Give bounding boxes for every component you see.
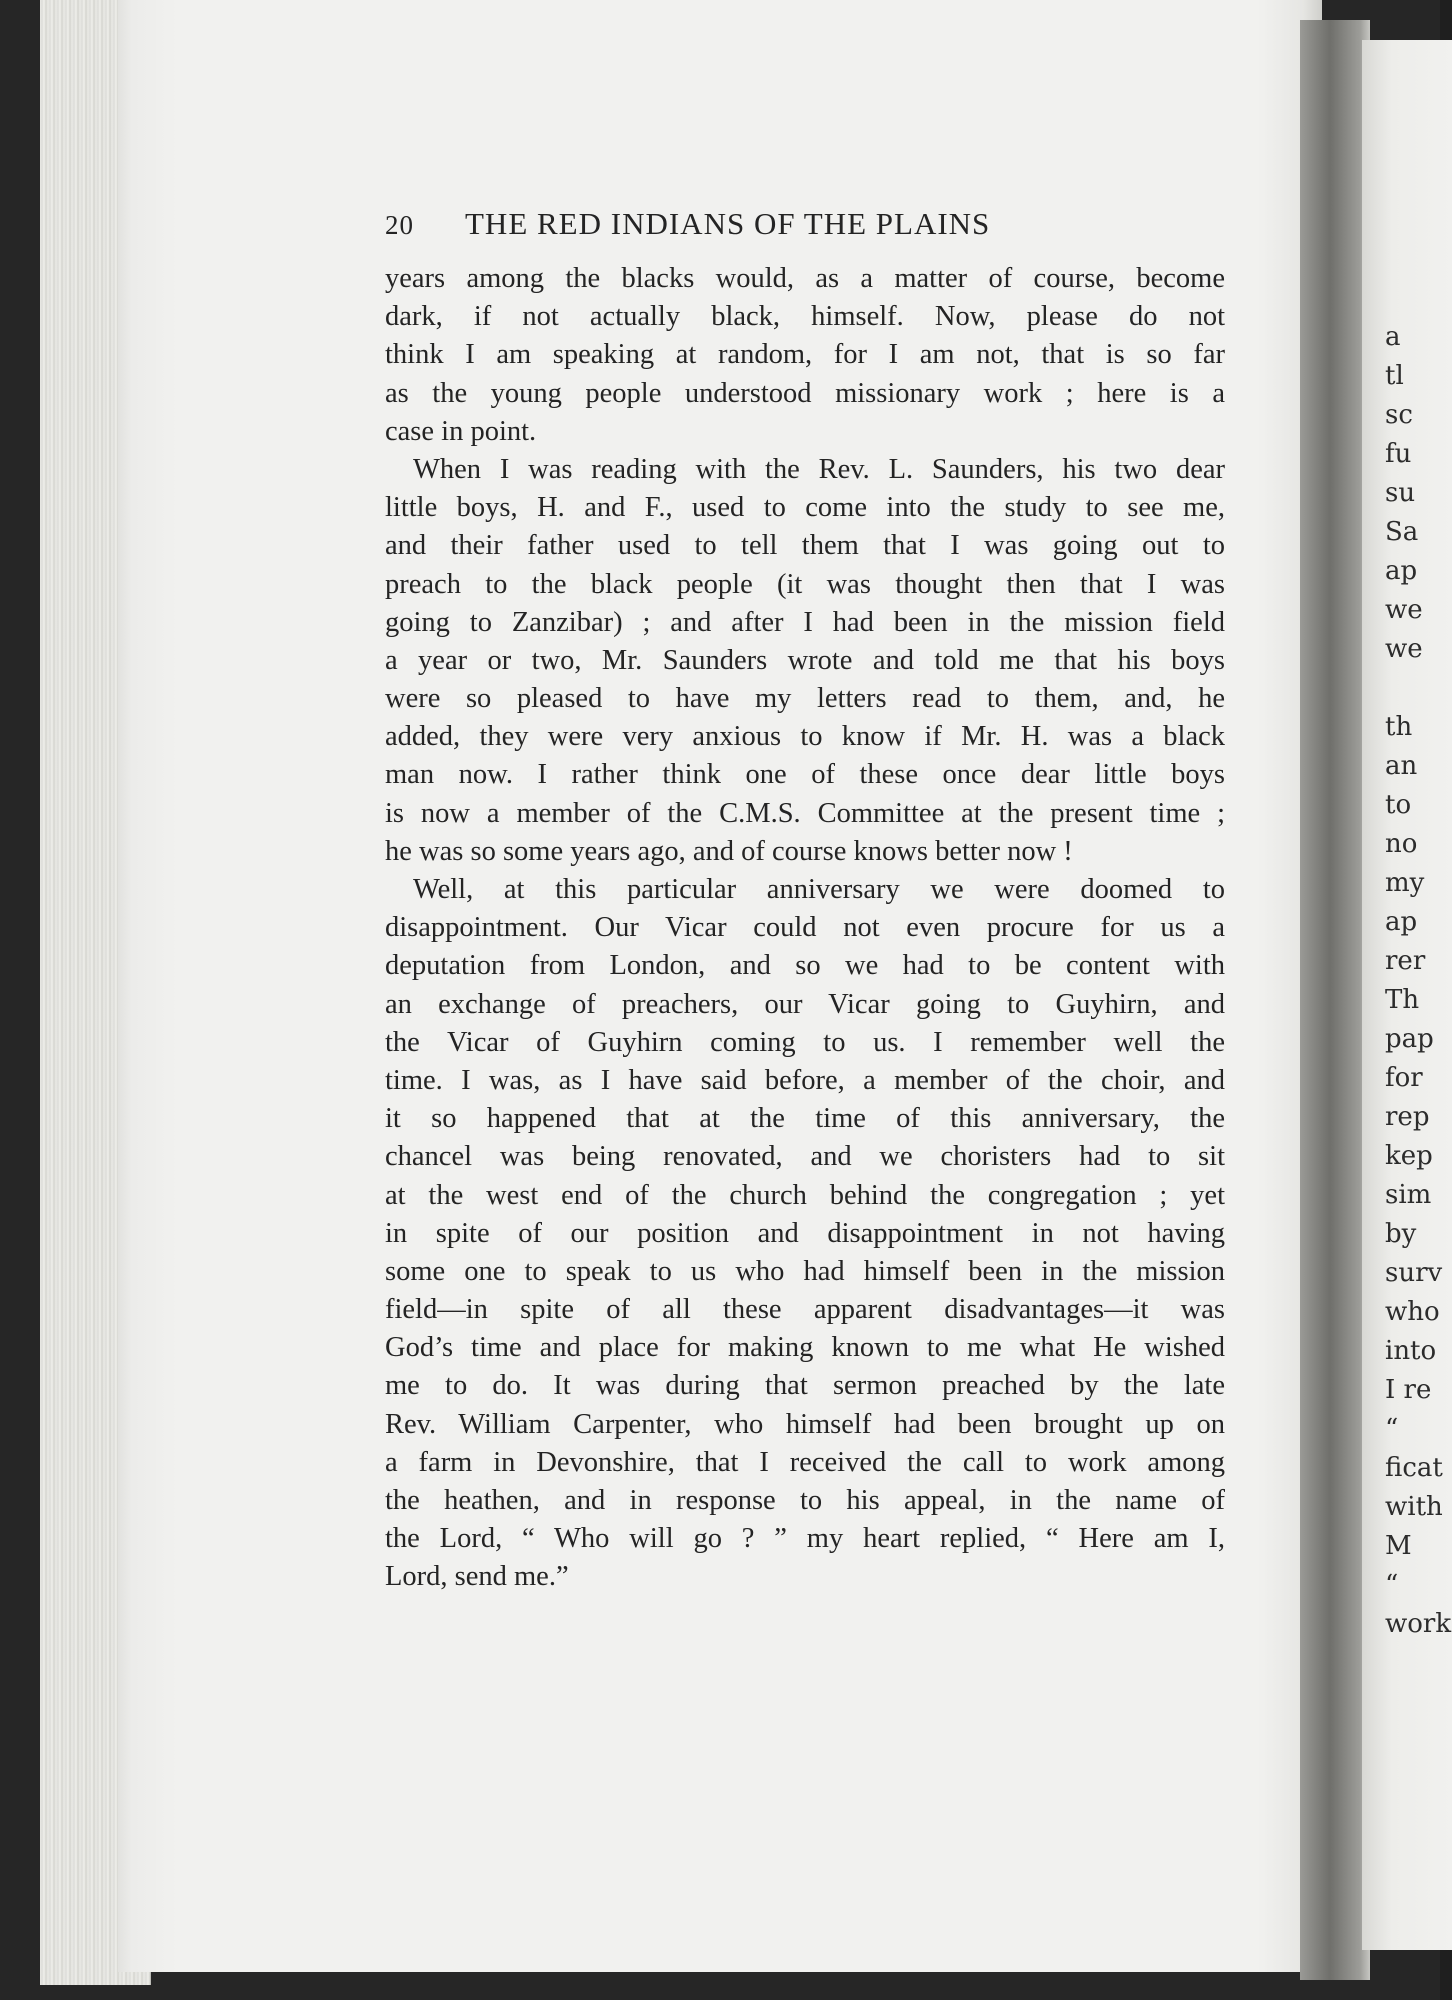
text-line: as the young people understood missionary work ; here is a <box>385 377 1225 409</box>
right-page-fragment: for <box>1385 1063 1423 1093</box>
text-line: at the west end of the church behind the congregation ; yet <box>385 1179 1225 1211</box>
text-line: is now a member of the C.M.S. Committee at the present time ; <box>385 797 1225 829</box>
right-page-fragment: M <box>1385 1531 1412 1561</box>
right-page-fragment: su <box>1385 478 1416 508</box>
body-text <box>385 260 1225 1597</box>
text-line: a year or two, Mr. Saunders wrote and told me that his boys <box>385 644 1225 676</box>
text-line: me to do. It was during that sermon preached by the late <box>385 1370 1225 1402</box>
right-page-fragment: tl <box>1385 361 1404 391</box>
text-line: deputation from London, and so we had to be content with <box>385 950 1225 982</box>
text-line: God’s time and place for making known to me what He wished <box>385 1332 1225 1364</box>
text-line: When I was reading with the Rev. L. Saunders, his two dear <box>413 453 1225 485</box>
right-page-fragment: th <box>1385 712 1413 742</box>
right-page-fragment <box>1385 669 1445 708</box>
text-line: he was so some years ago, and of course knows better now ! <box>385 835 1073 867</box>
text-line: Well, at this particular anniversary we were doomed to <box>413 874 1225 905</box>
right-page-fragment: we <box>1385 595 1423 625</box>
text-line: a farm in Devonshire, that I received the call to work among <box>385 1446 1225 1478</box>
text-line: the Vicar of Guyhirn coming to us. I remember well the <box>385 1026 1225 1058</box>
text-line: chancel was being renovated, and we choristers had to sit <box>385 1141 1225 1173</box>
page-gutter-shadow <box>1300 20 1370 1980</box>
text-line: case in point. <box>385 415 537 447</box>
right-page-fragment: ap <box>1385 556 1418 586</box>
right-page-fragment: Sa <box>1385 517 1419 547</box>
right-page-fragment: “ <box>1385 1414 1399 1444</box>
right-page-fragment: ficat <box>1385 1453 1443 1483</box>
text-line: Lord, send me.” <box>385 1561 569 1593</box>
right-page-fragment: my <box>1385 868 1425 898</box>
right-page-fragment: rep <box>1385 1102 1430 1132</box>
page-number: 20 <box>385 210 414 240</box>
right-page-fragment: “ <box>1385 1570 1399 1600</box>
text-line: little boys, H. and F., used to come into the study to see me, <box>385 492 1225 524</box>
right-page-fragment: rer <box>1385 946 1426 976</box>
right-page-fragment: surv <box>1385 1258 1443 1288</box>
right-page-fragment: by <box>1385 1219 1417 1249</box>
right-page-fragment: we <box>1385 634 1423 664</box>
running-head <box>385 200 1225 248</box>
text-line: going to Zanzibar) ; and after I had been in the mission field <box>385 606 1225 638</box>
right-page-fragment: to <box>1385 790 1412 820</box>
right-page-fragment: kep <box>1385 1141 1433 1171</box>
right-page-fragment: fu <box>1385 439 1412 469</box>
text-line: an exchange of preachers, our Vicar going to Guyhirn, and <box>385 988 1225 1020</box>
text-line: Rev. William Carpenter, who himself had been brought up on <box>385 1408 1225 1440</box>
text-line: time. I was, as I have said before, a member of the choir, and <box>385 1064 1225 1096</box>
text-line: field—in spite of all these apparent disadvantages—it was <box>385 1294 1225 1326</box>
page-text-block <box>385 200 1225 1597</box>
right-page-fragment: I re <box>1385 1375 1432 1405</box>
right-page-fragment: a <box>1385 322 1401 352</box>
text-line: were so pleased to have my letters read to them, and, he <box>385 683 1225 715</box>
text-line: some one to speak to us who had himself been in the mission <box>385 1255 1225 1287</box>
right-page-fragment: sim <box>1385 1180 1432 1210</box>
text-line: disappointment. Our Vicar could not even procure for us a <box>385 912 1225 944</box>
text-line: it so happened that at the time of this anniversary, the <box>385 1103 1225 1135</box>
text-line: dark, if not actually black, himself. Now, please do not <box>385 301 1225 333</box>
text-line: the heathen, and in response to his appeal, in the name of <box>385 1485 1225 1516</box>
text-line: man now. I rather think one of these once dear little boys <box>385 759 1225 791</box>
right-page-fragment: with <box>1385 1492 1443 1522</box>
right-page-fragment: an <box>1385 751 1418 781</box>
right-page-fragment: no <box>1385 829 1418 859</box>
right-page-fragment: pap <box>1385 1024 1434 1054</box>
right-page-fragment: ap <box>1385 907 1418 937</box>
text-line: the Lord, “ Who will go ? ” my heart replied, “ Here am I, <box>385 1523 1225 1555</box>
right-page-text <box>1385 318 1452 1644</box>
text-line: think I am speaking at random, for I am not, that is so far <box>385 339 1225 371</box>
text-line: years among the blacks would, as a matter of course, become <box>385 263 1225 294</box>
right-page-fragment: sc <box>1385 400 1413 430</box>
right-page-fragment: who <box>1385 1297 1440 1327</box>
right-page-fragment: work <box>1385 1609 1452 1639</box>
right-page-fragment: into <box>1385 1336 1437 1366</box>
text-line: preach to the black people (it was thought then that I was <box>385 568 1225 600</box>
text-line: and their father used to tell them that I was going out to <box>385 530 1225 562</box>
running-title: THE RED INDIANS OF THE PLAINS <box>465 206 991 241</box>
right-page-fragment: Th <box>1385 985 1420 1015</box>
text-line: in spite of our position and disappointment in not having <box>385 1217 1225 1249</box>
text-line: added, they were very anxious to know if Mr. H. was a black <box>385 721 1225 753</box>
